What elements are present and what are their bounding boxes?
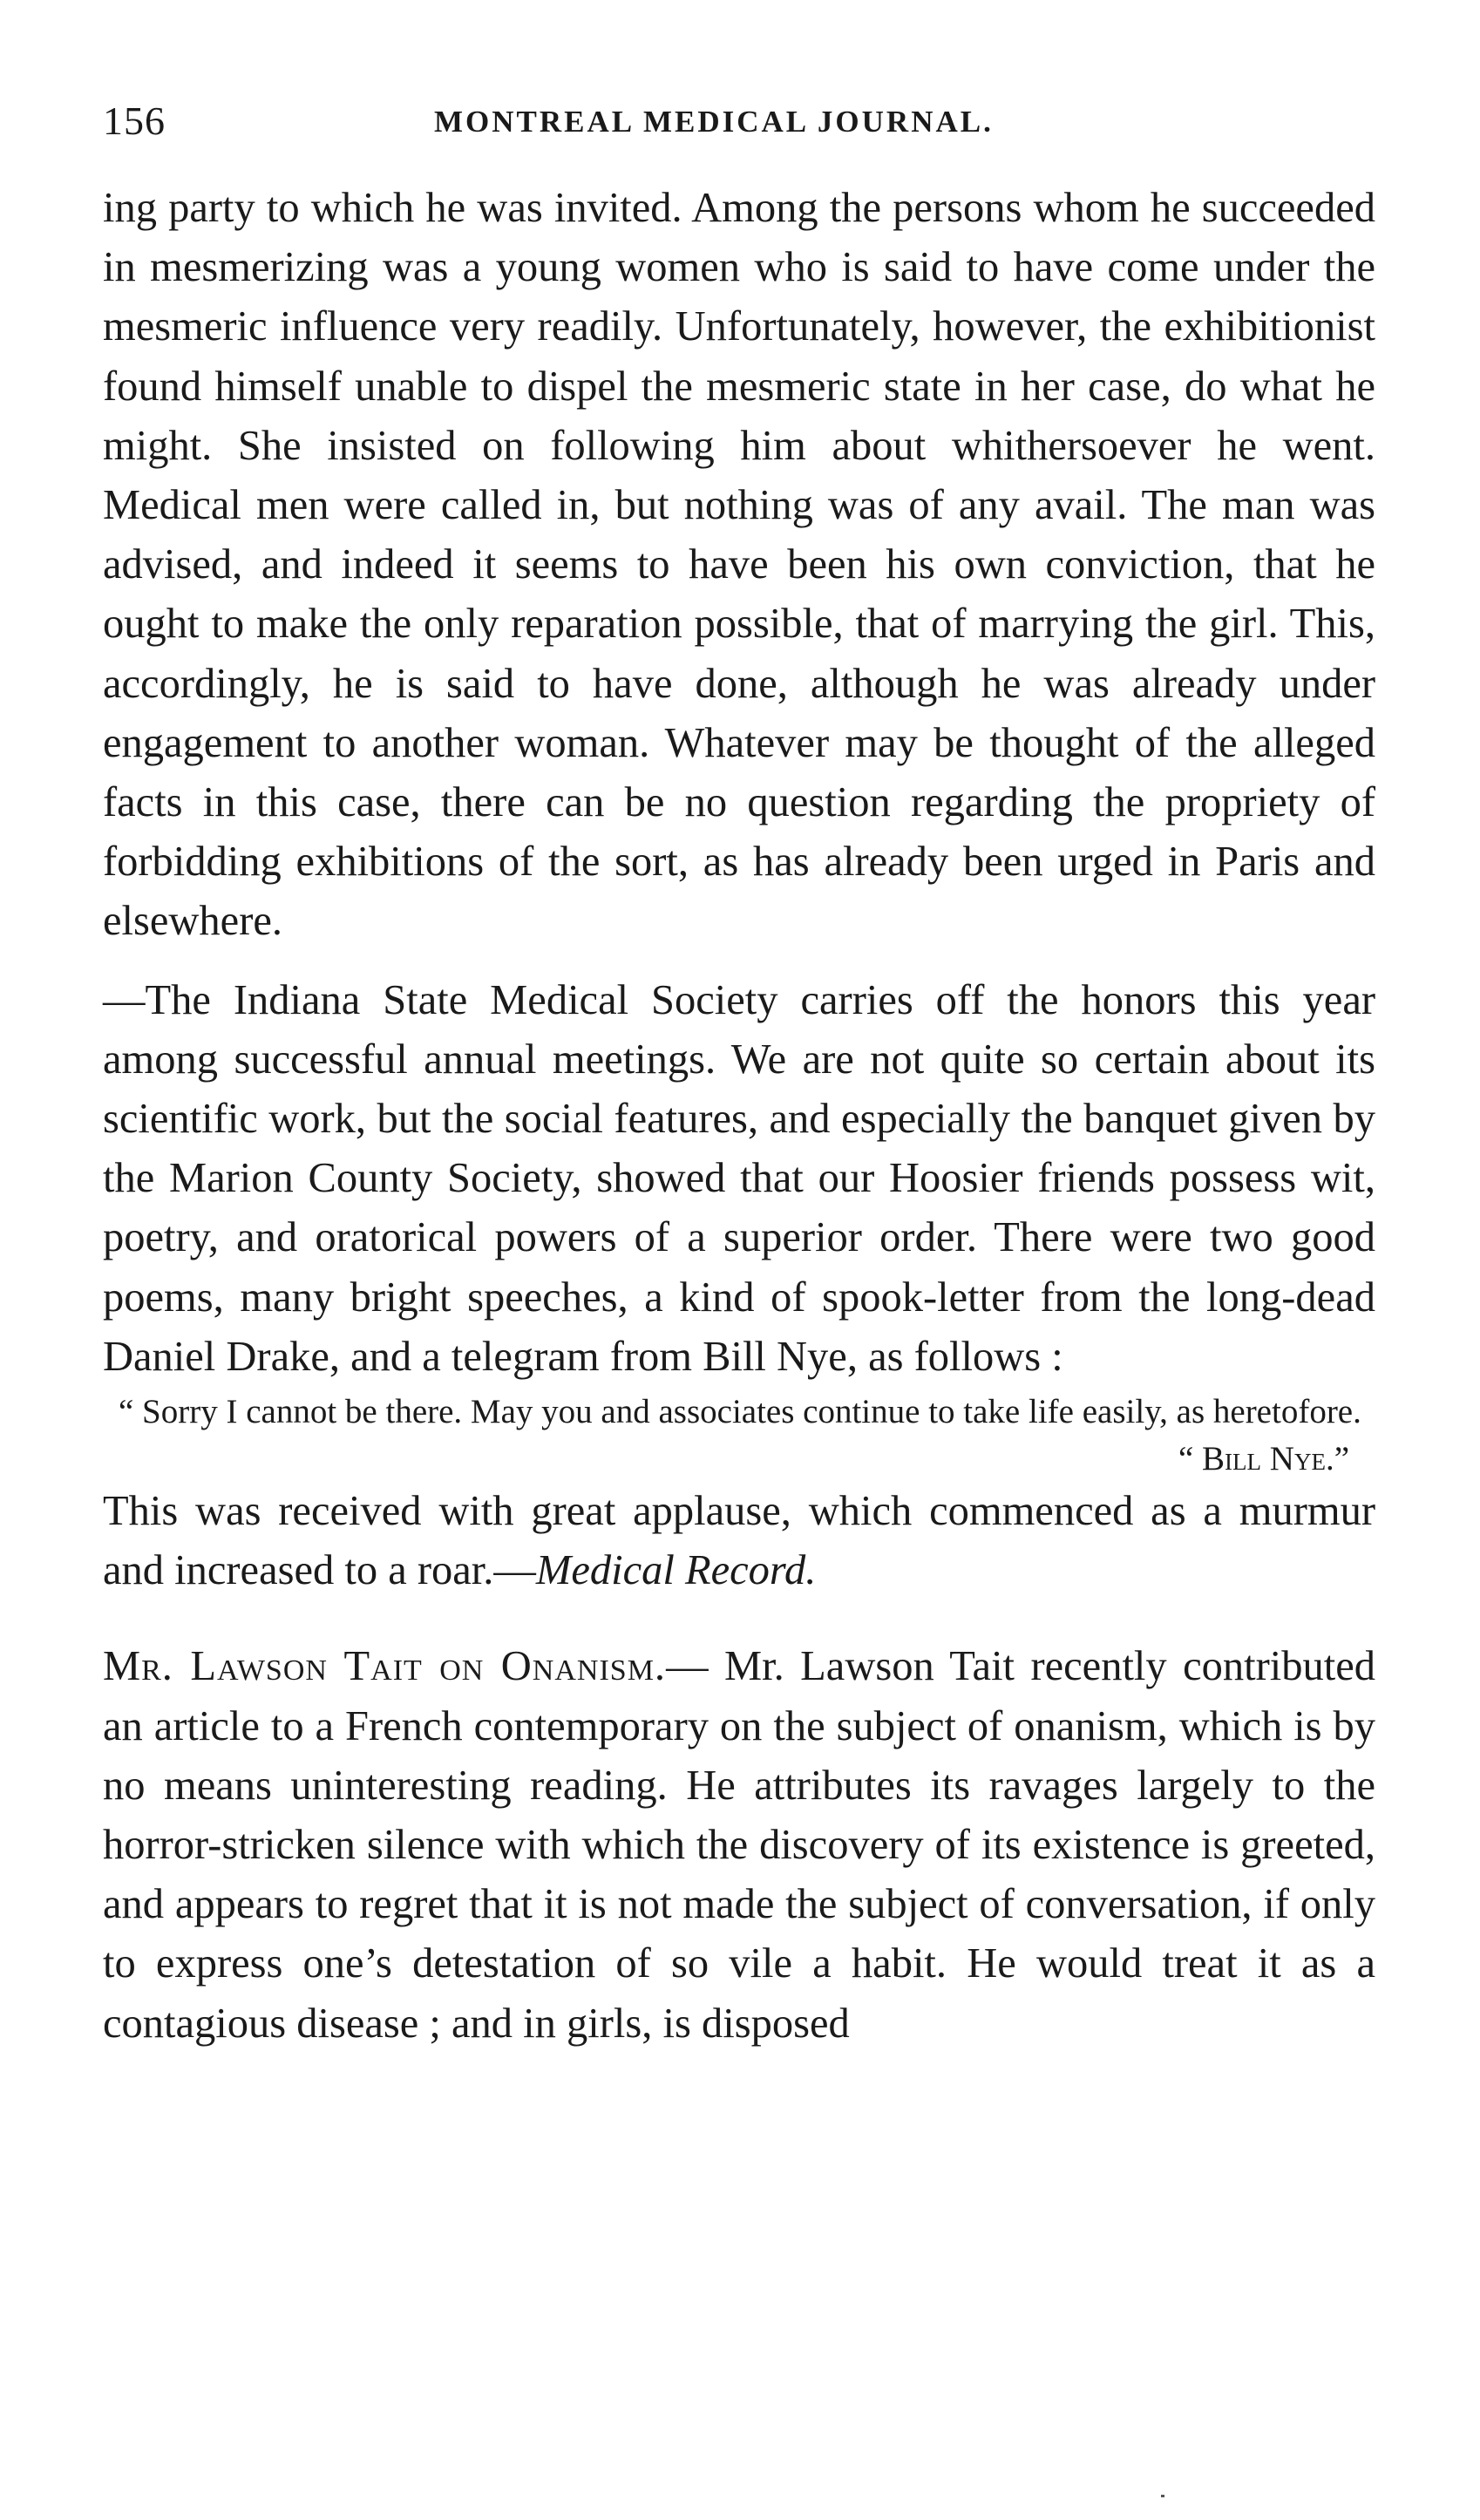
print-mark (1161, 2495, 1164, 2497)
paragraph-mesmerism: ing party to which he was invited. Among the persons whom he succeeded in mesmerizing was a young women who is said to have come under the mesmeric influence very readily. Unfortunately, however, the exhibitionist found himself unable to dispel the mesmeric state in her case, do what he might. She insisted on following him about whithersoever he went. Medical men were called in, but nothing was of any avail. The man was advised, and indeed it seems to have been his own conviction, that he ought to make the only reparation possible, that of marrying the girl. This, accordingly, he is said to have done, although he was already under engagement to another woman. Whatever may be thought of the alleged facts in this case, there can be no question regarding the propriety of forbidding exhibitions of the sort, as has already been urged in Paris and elsewhere. (103, 185, 1375, 945)
page-header (103, 98, 1375, 150)
section-heading: Mr. Lawson Tait on Onanism. (103, 1643, 667, 1690)
applause-text: This was received with great applause, which commenced as a murmur and increased to a roar.— (103, 1488, 1375, 1594)
page-number: 156 (103, 98, 166, 143)
paragraph-indiana-society: —The Indiana State Medical Society carries off the honors this year among successful annual meetings. We are not quite so certain about its scientific work, but the social features, and especially the banquet given by the Marion County Society, showed that our Hoosier friends possess wit, poetry, and oratorical powers of a superior order. There were two good poems, many bright speeches, a kind of spook-letter from the long-dead Daniel Drake, and a telegram from Bill Nye, as follows : (103, 976, 1375, 1380)
running-head: MONTREAL MEDICAL JOURNAL. (434, 105, 994, 139)
body-text (103, 179, 1375, 2054)
paragraph-lawson-tait (103, 1637, 1375, 2053)
source-citation: Medical Record. (535, 1547, 817, 1594)
lawson-tait-text: — Mr. Lawson Tait recently contributed an article to a French contemporary on the subject of onanism, which is by no means uninteresting reading. He attributes its ravages largely to the horror-stricken silence with which the discovery of its existence is greeted, and appears to regret that it is not made the subject of conversation, if only to express one’s detestation of so vile a habit. He would treat it as a contagious disease ; and in girls, is disposed (103, 1643, 1375, 2047)
paragraph-applause (103, 1482, 1375, 1600)
telegram-quote: “ Sorry I cannot be there. May you and associates continue to take life easily, as heretofore. (119, 1393, 1361, 1431)
telegram-signature: “ Bill Nye.” (1178, 1440, 1349, 1478)
